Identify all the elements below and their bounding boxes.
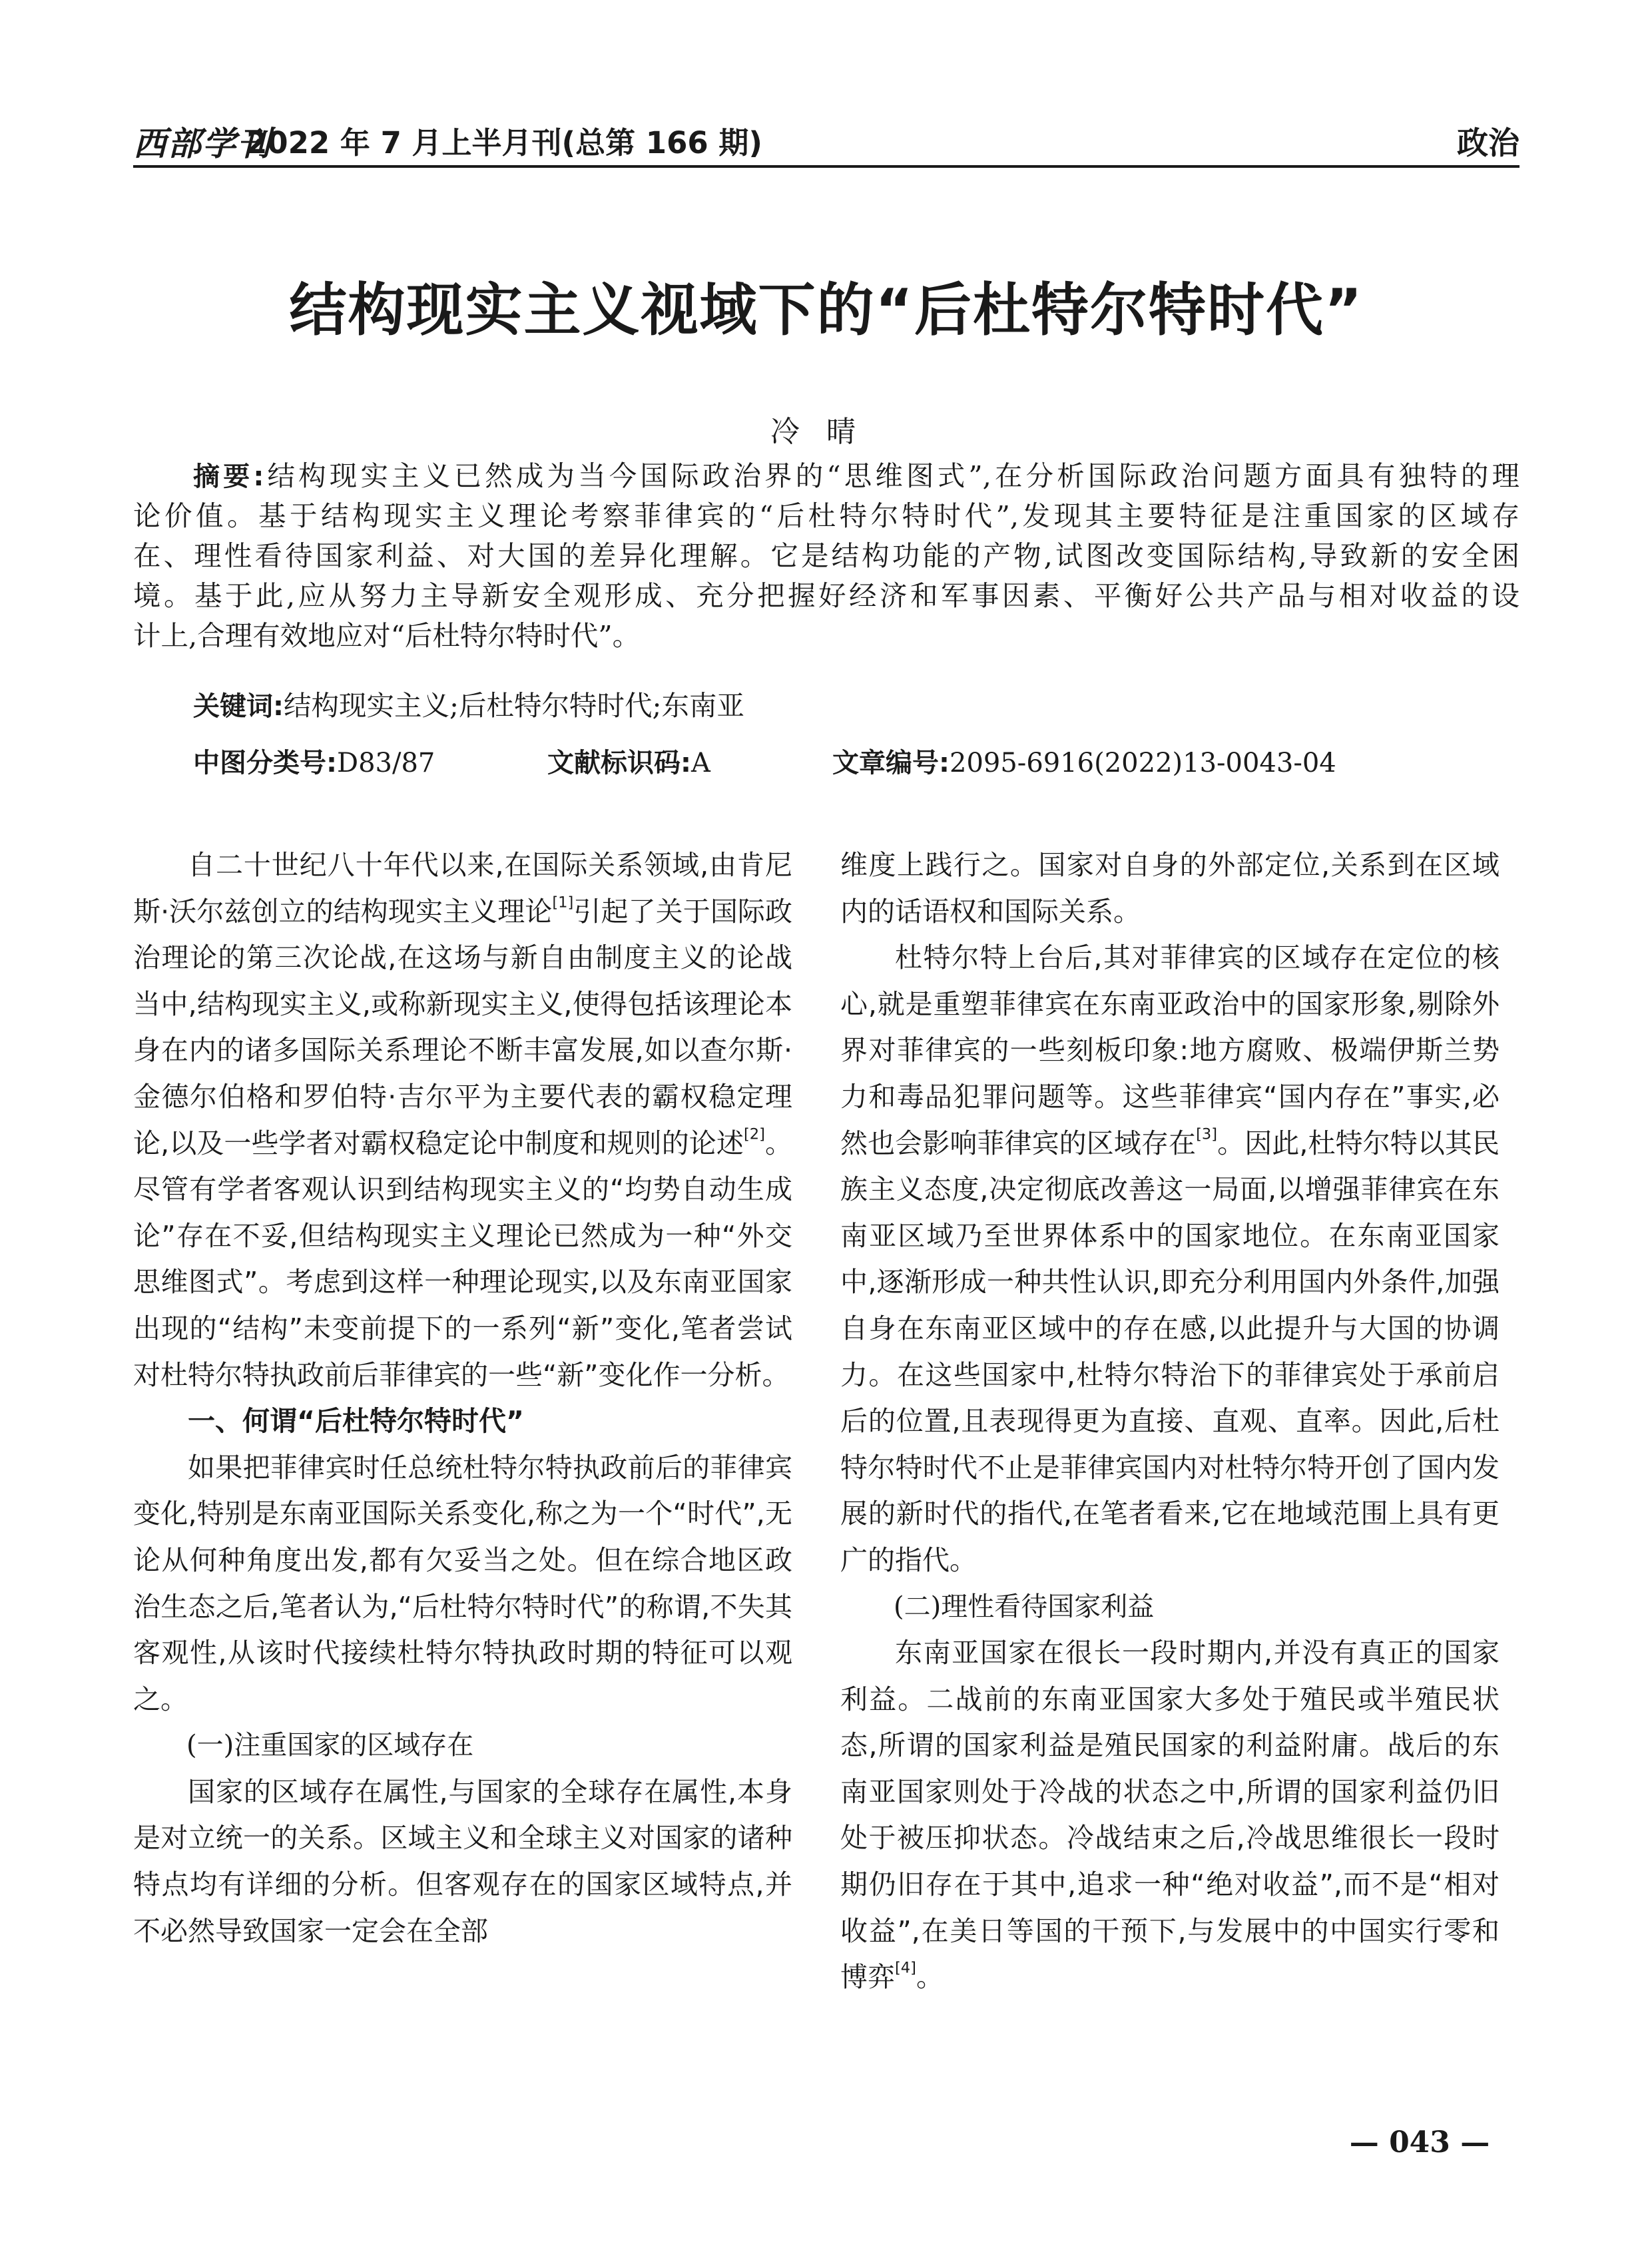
clc-number: [193, 742, 435, 780]
citation: [3]: [1196, 1125, 1218, 1143]
keywords-line: [193, 686, 1519, 726]
body-paragraph: 维度上践行之。国家对自身的外部定位,关系到在区域内的话语权和国际关系。: [840, 849, 1500, 928]
abstract-line: 境。基于此,应从努力主导新安全观形成、充分把握好经济和军事因素、平衡好公共产品与相对收益的设: [133, 579, 1519, 612]
author-name: 冷晴: [770, 415, 882, 449]
journal-logo: 西部学刊: [133, 124, 272, 163]
section-heading: 一、何谓“后杜特尔特时代”: [188, 1405, 524, 1438]
document-code-label: 文献标识码:: [547, 748, 691, 778]
abstract-line: 计上,合理有效地应对“后杜特尔特时代”。: [133, 619, 641, 652]
citation: [4]: [895, 1959, 916, 1977]
running-header: [133, 112, 1519, 168]
body-paragraph: 东南亚国家在很长一段时期内,并没有真正的国家利益。二战前的东南亚国家大多处于殖民或半殖民状态,所谓的国家利益是殖民国家的利益附庸。战后的东南亚国家则处于冷战的状态之中,所谓的国家利益仍旧处于被压抑状态。冷战结束之后,冷战思维很长一段时期仍旧存在于其中,追求一种“绝对收益”,而不是“相对收益”,在美日等国的干预下,与发展中的中国实行零和博弈[4]。: [840, 1637, 1500, 1994]
document-code-value: A: [691, 748, 710, 778]
abstract-label: 摘要:: [193, 461, 264, 492]
article-number-label: 文章编号:: [832, 748, 950, 778]
citation: [1]: [552, 894, 574, 912]
abstract-line: 论价值。基于结构现实主义理论考察菲律宾的“后杜特尔特时代”,发现其主要特征是注重国家的区域存: [133, 499, 1519, 532]
article-number-value: 2095-6916(2022)13-0043-04: [950, 748, 1336, 778]
right-column: [840, 842, 1500, 2001]
body-paragraph: 杜特尔特上台后,其对菲律宾的区域存在定位的核心,就是重塑菲律宾在东南亚政治中的国家形象,剔除外界对菲律宾的一些刻板印象:地方腐败、极端伊斯兰势力和毒品犯罪问题等。这些菲律宾“国内存在”事实,必然也会影响菲律宾的区域存在[3]。因此,杜特尔特以其民族主义态度,决定彻底改善这一局面,以增强菲律宾在东南亚区域乃至世界体系中的国家地位。在东南亚国家中,逐渐形成一种共性认识,即充分利用国内外条件,加强自身在东南亚区域中的存在感,以此提升与大国的协调力。在这些国家中,杜特尔特治下的菲律宾处于承前启后的位置,且表现得更为直接、直观、直率。因此,后杜特尔特时代不止是菲律宾国内对杜特尔特开创了国内发展的新时代的指代,在笔者看来,它在地域范围上具有更广的指代。: [840, 942, 1500, 1576]
keywords-text: 结构现实主义;后杜特尔特时代;东南亚: [284, 689, 744, 722]
page-number: — 043 —: [1349, 2125, 1490, 2159]
body-paragraph: 如果把菲律宾时任总统杜特尔特执政前后的菲律宾变化,特别是东南亚国际关系变化,称之为一个“时代”,无论从何种角度出发,都有欠妥当之处。但在综合地区政治生态之后,笔者认为,“后杜特尔特时代”的称谓,不失其客观性,从该时代接续杜特尔特执政时期的特征可以观之。: [133, 1451, 792, 1715]
body-paragraph: 国家的区域存在属性,与国家的全球存在属性,本身是对立统一的关系。区域主义和全球主义对国家的诸种特点均有详细的分析。但客观存在的国家区域特点,并不必然导致国家一定会在全部: [133, 1775, 792, 1947]
subsection-heading: (二)理性看待国家利益: [894, 1591, 1155, 1622]
article-number: [832, 742, 1336, 780]
citation: [2]: [743, 1125, 765, 1143]
subsection-heading: (一)注重国家的区域存在: [186, 1730, 474, 1761]
abstract-text: 结构现实主义已然成为当今国际政治界的“思维图式”,在分析国际政治问题方面具有独特的理: [264, 459, 1519, 492]
clc-value: D83/87: [337, 748, 435, 778]
abstract-line: [193, 456, 1519, 497]
clc-label: 中图分类号:: [193, 748, 337, 778]
left-column: [133, 842, 792, 1954]
section-name: 政治: [1457, 125, 1519, 162]
keywords-label: 关键词:: [193, 691, 284, 722]
document-code: [547, 742, 710, 780]
issue-info: 2022 年 7 月上半月刊(总第 166 期): [246, 125, 762, 160]
abstract-line: 在、理性看待国家利益、对大国的差异化理解。它是结构功能的产物,试图改变国际结构,导致新的安全困: [133, 539, 1519, 572]
article-title: 结构现实主义视域下的“后杜特尔特时代”: [289, 277, 1364, 344]
body-paragraph: 自二十世纪八十年代以来,在国际关系领域,由肯尼斯·沃尔兹创立的结构现实主义理论[1]引起了关于国际政治理论的第三次论战,在这场与新自由制度主义的论战当中,结构现实主义,或称新现实主义,使得包括该理论本身在内的诸多国际关系理论不断丰富发展,如以查尔斯·金德尔伯格和罗伯特·吉尔平为主要代表的霸权稳定理论,以及一些学者对霸权稳定论中制度和规则的论述[2]。尽管有学者客观认识到结构现实主义的“均势自动生成论”存在不妥,但结构现实主义理论已然成为一种“外交思维图式”。考虑到这样一种理论现实,以及东南亚国家出现的“结构”未变前提下的一系列“新”变化,笔者尝试对杜特尔特执政前后菲律宾的一些“新”变化作一分析。: [133, 849, 793, 1391]
